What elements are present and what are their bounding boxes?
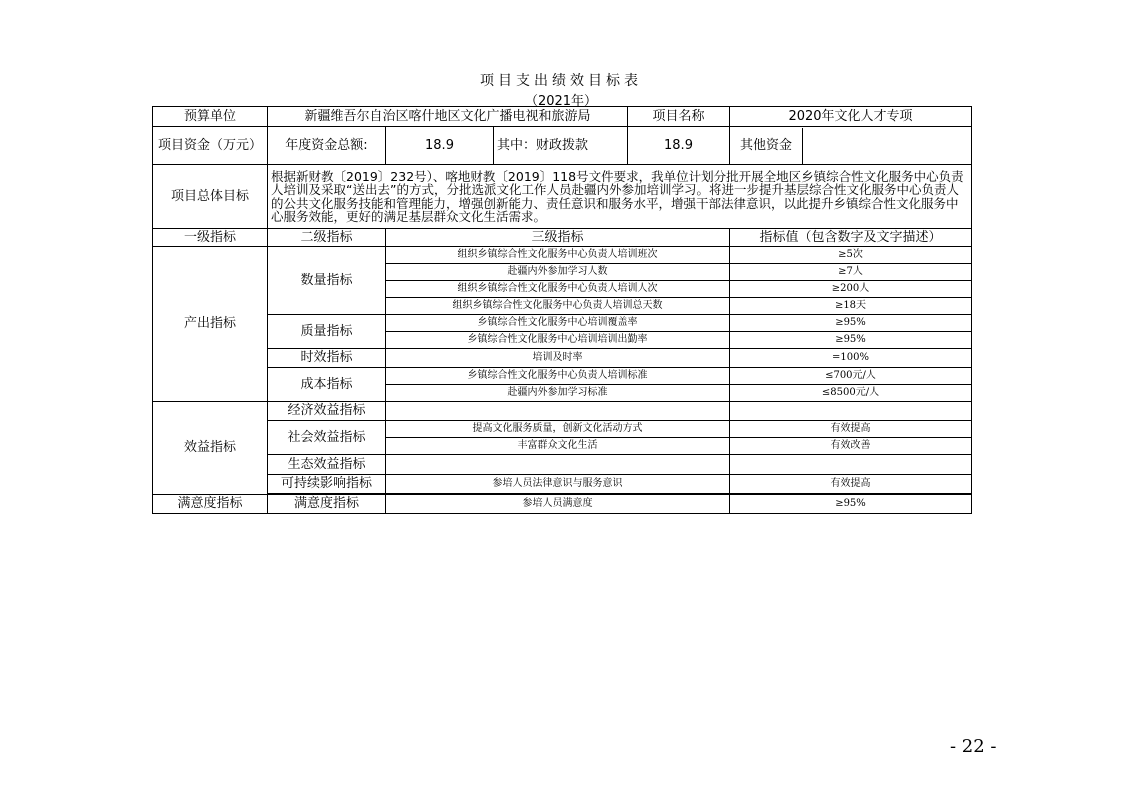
- other-funds-value: [803, 128, 971, 164]
- col-level2: 二级指标: [268, 229, 386, 247]
- table-row: [153, 421, 972, 438]
- table-row: [153, 402, 972, 421]
- indicator-value: [730, 402, 972, 421]
- indicator-value: 有效改善: [730, 438, 972, 455]
- budget-unit-row: [153, 107, 972, 127]
- indicator-name: 组织乡镇综合性文化服务中心负责人培训总天数: [386, 298, 730, 315]
- fiscal-value: 18.9: [628, 127, 730, 165]
- table-row: [153, 495, 972, 514]
- table-row: [153, 475, 972, 494]
- indicator-name: 赴疆内外参加学习人数: [386, 264, 730, 281]
- satisfaction-indicator-label: 满意度指标: [153, 495, 268, 514]
- other-funds-cell: [730, 127, 972, 165]
- year-subtitle: （2021年）: [524, 94, 598, 109]
- indicator-value: ≥5次: [730, 247, 972, 264]
- other-funds-label: 其他资金: [730, 128, 803, 164]
- project-name-value: 2020年文化人才专项: [730, 107, 972, 127]
- indicator-value: ≥18天: [730, 298, 972, 315]
- indicator-name: [386, 402, 730, 421]
- indicator-name: 培训及时率: [386, 349, 730, 368]
- benefit-indicator-label: 效益指标: [153, 402, 268, 495]
- performance-target-table: [152, 106, 972, 514]
- table-row: [153, 349, 972, 368]
- satisfaction-sub-label: 满意度指标: [268, 495, 386, 514]
- column-header-row: [153, 229, 972, 247]
- funds-row: [153, 127, 972, 165]
- output-indicator-label: 产出指标: [153, 247, 268, 402]
- ecological-indicator-label: 生态效益指标: [268, 455, 386, 475]
- budget-unit-value: 新疆维吾尔自治区喀什地区文化广播电视和旅游局: [268, 107, 628, 127]
- indicator-name: 组织乡镇综合性文化服务中心负责人培训班次: [386, 247, 730, 264]
- indicator-name: 提高文化服务质量，创新文化活动方式: [386, 421, 730, 438]
- indicator-name: 乡镇综合性文化服务中心负责人培训标准: [386, 368, 730, 385]
- quantity-indicator-label: 数量指标: [268, 247, 386, 315]
- social-indicator-label: 社会效益指标: [268, 421, 386, 455]
- indicator-value: ≥95%: [730, 495, 972, 514]
- col-level1: 一级指标: [153, 229, 268, 247]
- annual-total-label: 年度资金总额:: [268, 127, 386, 165]
- sustainable-indicator-label: 可持续影响指标: [268, 475, 386, 494]
- budget-unit-label: 预算单位: [153, 107, 268, 127]
- indicator-value: 有效提高: [730, 421, 972, 438]
- annual-total-value: 18.9: [386, 127, 494, 165]
- indicator-value: ≥200人: [730, 281, 972, 298]
- indicator-value: ≤8500元/人: [730, 385, 972, 402]
- page-number: - 22 -: [950, 736, 997, 757]
- indicator-name: 参培人员法律意识与服务意识: [386, 475, 730, 494]
- table-row: [153, 247, 972, 264]
- overall-goal-row: [153, 165, 972, 229]
- table-row: [153, 368, 972, 385]
- indicator-name: 丰富群众文化生活: [386, 438, 730, 455]
- indicator-name: 赴疆内外参加学习标准: [386, 385, 730, 402]
- timeliness-indicator-label: 时效指标: [268, 349, 386, 368]
- page-title: 项目支出绩效目标表: [480, 73, 642, 89]
- indicator-value: ≥95%: [730, 315, 972, 332]
- indicator-value: =100%: [730, 349, 972, 368]
- indicator-value: [730, 455, 972, 475]
- col-value: 指标值（包含数字及文字描述）: [730, 229, 972, 247]
- indicator-name: 乡镇综合性文化服务中心培训培训出勤率: [386, 332, 730, 349]
- indicator-value: ≤700元/人: [730, 368, 972, 385]
- indicator-name: [386, 455, 730, 475]
- indicator-name: 乡镇综合性文化服务中心培训覆盖率: [386, 315, 730, 332]
- funds-label: 项目资金（万元）: [153, 127, 268, 165]
- table-row: [153, 455, 972, 475]
- indicator-value: 有效提高: [730, 475, 972, 494]
- economic-indicator-label: 经济效益指标: [268, 402, 386, 421]
- project-name-label: 项目名称: [628, 107, 730, 127]
- table-row: [153, 315, 972, 332]
- indicator-name: 参培人员满意度: [386, 495, 730, 514]
- indicator-value: ≥7人: [730, 264, 972, 281]
- col-level3: 三级指标: [386, 229, 730, 247]
- indicator-value: ≥95%: [730, 332, 972, 349]
- indicator-name: 组织乡镇综合性文化服务中心负责人培训人次: [386, 281, 730, 298]
- cost-indicator-label: 成本指标: [268, 368, 386, 402]
- fiscal-label: 其中：财政拨款: [494, 127, 628, 165]
- overall-goal-text: 根据新财教〔2019〕232号）、喀地财教〔2019〕118号文件要求，我单位计划分批开展全地区乡镇综合性文化服务中心负责人培训及采取“送出去”的方式，分批选派文化工作人员赴疆内外参加培训学习。将进一步提升基层综合性文化服务中心负责人的公共文化服务技能和管理能力，增强创新能力、责任意识和服务水平，增强干部法律意识，以此提升乡镇综合性文化服务中心服务效能，更好的满足基层群众文化生活需求。: [268, 165, 972, 229]
- quality-indicator-label: 质量指标: [268, 315, 386, 349]
- overall-goal-label: 项目总体目标: [153, 165, 268, 229]
